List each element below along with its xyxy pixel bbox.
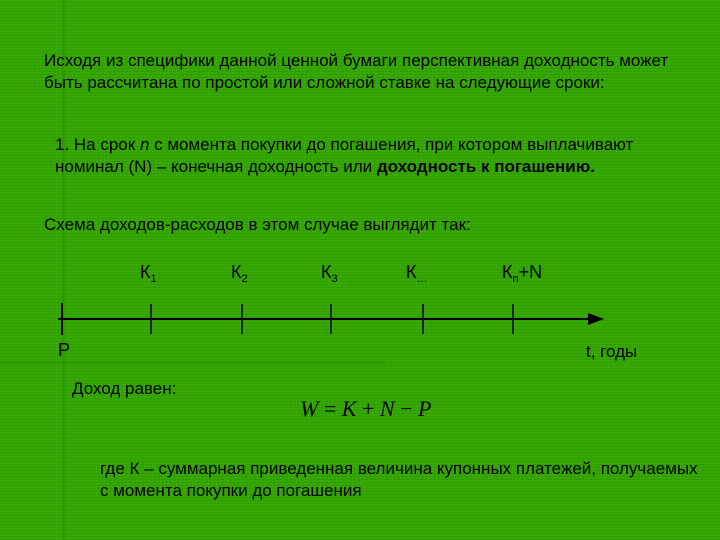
scheme-text: Схема доходов-расходов в этом случае выглядит так:	[44, 215, 471, 234]
item1-prefix: 1. На срок	[55, 135, 140, 154]
timeline-label-k3: $К_3$	[321, 262, 338, 285]
item1-n: n	[139, 135, 150, 154]
timeline-label-k2: $К_2$	[231, 262, 248, 285]
income-label: Доход равен:	[72, 379, 177, 398]
timeline-axis-label: t, годы	[586, 342, 638, 361]
item1-bold: доходность к погашению.	[376, 157, 595, 176]
timeline-start-label: P	[58, 340, 71, 360]
yield-formula: W = K + N − P	[300, 396, 432, 421]
where-explanation: где К – суммарная приведенная величина купонных платежей, получаемых с момента покупки до погашения	[100, 459, 698, 500]
item1-middle: с момента покупки до погашения, при котором выплачивают номинал (N) – конечная доходность или	[55, 135, 634, 176]
timeline-arrowhead	[588, 313, 604, 325]
timeline-label-kn-plus-n: $К_n+N$	[502, 262, 543, 285]
timeline-label-k1: $К_1$	[140, 262, 157, 285]
timeline-label-k-ellipsis: $К_\dots$	[406, 262, 428, 285]
intro-paragraph: Исходя из специфики данной ценной бумаги перспективная доходность может быть рассчитана по простой или сложной ставке на следующие сроки:	[44, 51, 669, 92]
